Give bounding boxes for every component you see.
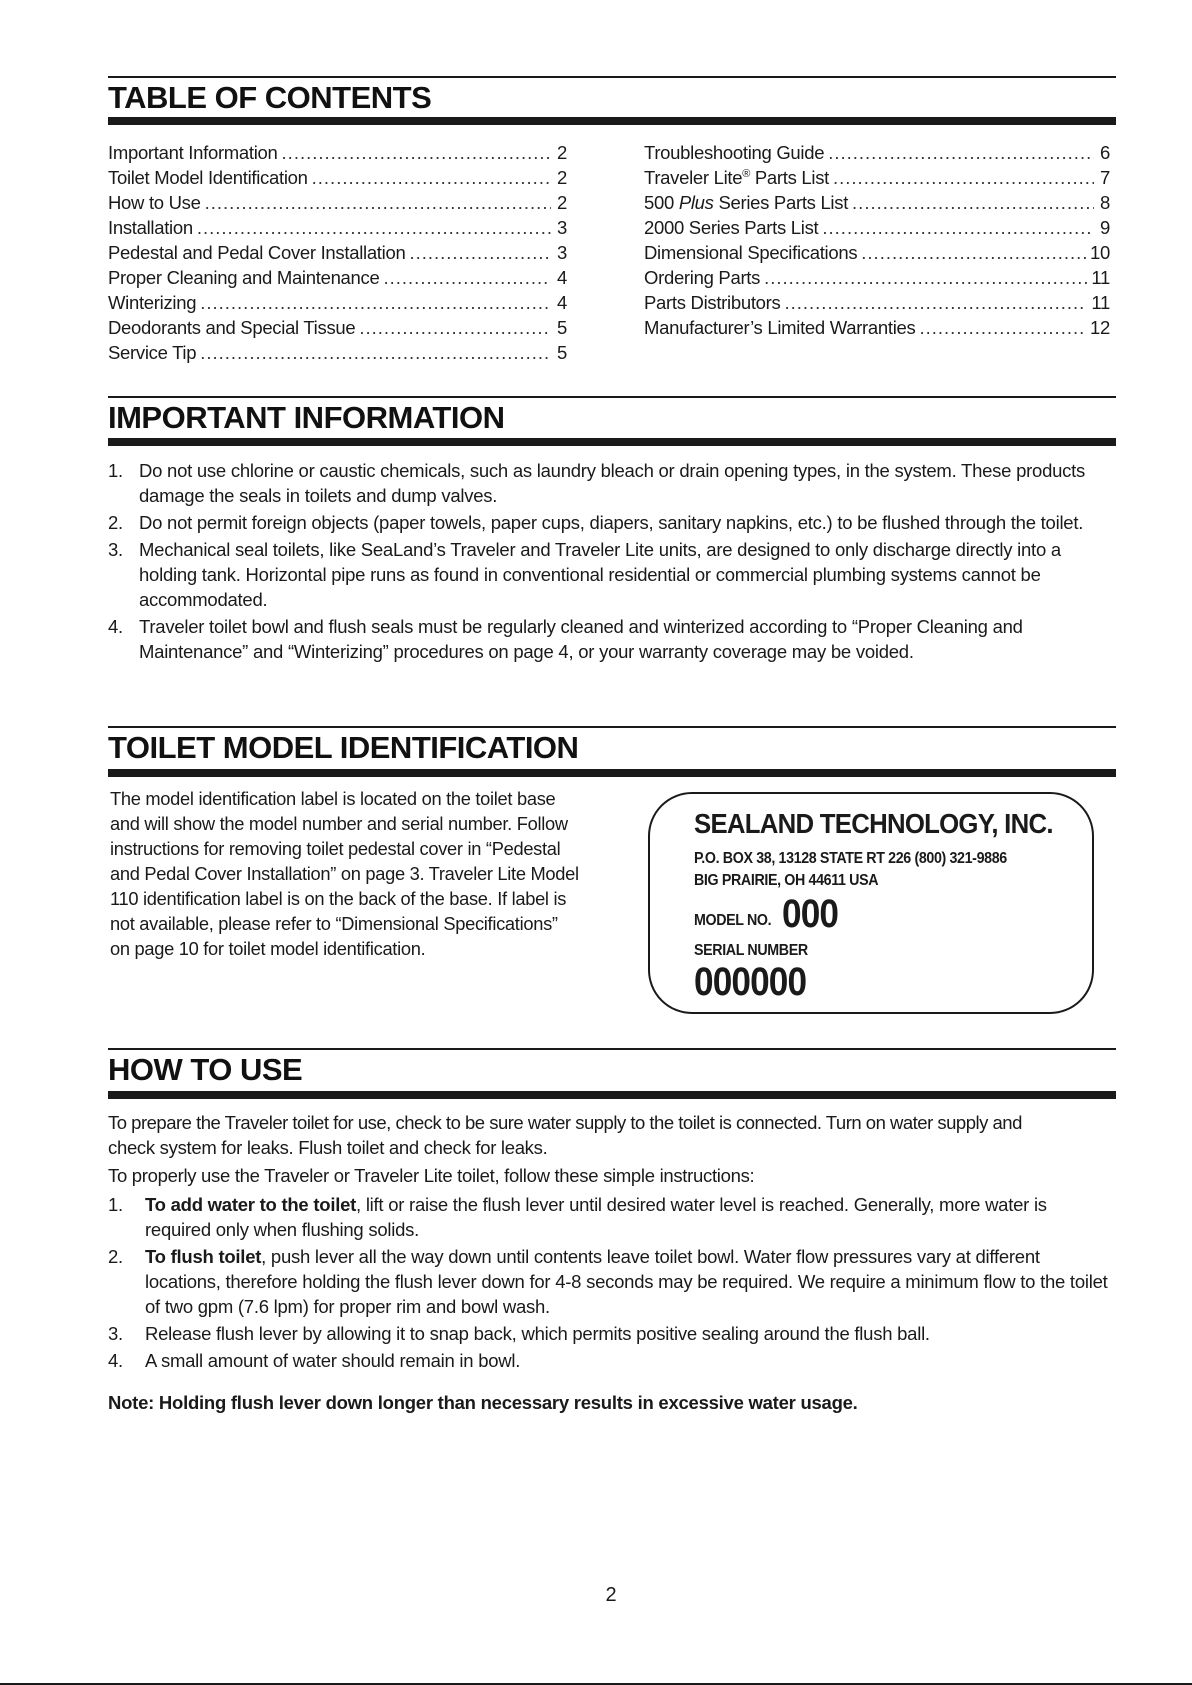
- toc-entry[interactable]: Proper Cleaning and Maintenance ..... 4: [108, 265, 567, 290]
- important-top-rule: [108, 396, 1116, 398]
- list-item: 4. A small amount of water should remain in bowl.: [108, 1350, 521, 1371]
- model-heading-rule: [108, 769, 1116, 777]
- toc-entry[interactable]: Parts Distributors ..... 11: [644, 290, 1110, 315]
- toc-entry[interactable]: Troubleshooting Guide ..... 6: [644, 140, 1110, 165]
- usage-note: Note: Holding flush lever down longer than necessary results in excessive water usage.: [108, 1392, 858, 1413]
- model-top-rule: [108, 726, 1116, 728]
- toc-entry[interactable]: Deodorants and Special Tissue ..... 5: [108, 315, 567, 340]
- label-address-line: BIG PRAIRIE, OH 44611 USA: [694, 872, 879, 889]
- model-description: The model identification label is located on the toilet base and will show the model number and serial number. Follow instructions for removing toilet pedestal cover in “Pedestal and Pedal Cover Installation” on page 3. Traveler Lite Model 110 identification label is on the back of the base. If label is not available, please refer to “Dimensional Specifications” on page 10 for toilet model identification.: [110, 788, 579, 959]
- toc-entry[interactable]: 2000 Series Parts List ..... 9: [644, 215, 1110, 240]
- list-item: 3. Mechanical seal toilets, like SeaLand’s Traveler and Traveler Lite units, are designed to only discharge directly into a holding tank. Horizontal pipe runs as found in conventional residential or commercial plumbing systems cannot be accommodated.: [108, 539, 1061, 610]
- toc-entry[interactable]: Important Information ..... 2: [108, 140, 567, 165]
- list-item: 4. Traveler toilet bowl and flush seals must be regularly cleaned and winterized according to “Proper Cleaning and Maintenance” and “Winterizing” procedures on page 4, or your warranty coverage may be voided.: [108, 616, 1023, 662]
- label-serial-value: 000000: [694, 960, 807, 1004]
- important-heading: IMPORTANT INFORMATION: [108, 400, 505, 435]
- toc-entry[interactable]: Traveler Lite® Parts List ..... 7: [644, 165, 1110, 190]
- toc-heading: TABLE OF CONTENTS: [108, 80, 432, 115]
- toc-right-column: [644, 140, 1110, 340]
- toc-heading-rule: [108, 117, 1116, 125]
- toc-entry[interactable]: Ordering Parts ..... 11: [644, 265, 1110, 290]
- label-model-caption: MODEL NO.: [694, 912, 772, 929]
- page-number: 2: [605, 1584, 617, 1606]
- label-company-name: SEALAND TECHNOLOGY, INC.: [694, 808, 1053, 839]
- list-item: 1. Do not use chlorine or caustic chemicals, such as laundry bleach or drain opening types, in the system. These products damage the seals in toilets and dump valves.: [108, 460, 1086, 506]
- toc-entry[interactable]: Winterizing ..... 4: [108, 290, 567, 315]
- how-to-use-intro: To prepare the Traveler toilet for use, check to be sure water supply to the toilet is connected. Turn on water supply and check system for leaks. Flush toilet and check for leaks. To properly use the Traveler or Traveler Lite toilet, follow these simple instructions:: [108, 1112, 1022, 1186]
- toc-entry[interactable]: Manufacturer’s Limited Warranties ..... 12: [644, 315, 1110, 340]
- how-to-use-heading-rule: [108, 1091, 1116, 1099]
- how-to-use-heading: HOW TO USE: [108, 1052, 303, 1087]
- list-item: 2. Do not permit foreign objects (paper towels, paper cups, diapers, sanitary napkins, etc.) to be flushed through the toilet.: [108, 512, 1084, 533]
- registered-mark: ®: [742, 167, 751, 180]
- how-to-use-steps: [108, 1192, 1116, 1375]
- list-item: 2. To flush toilet, push lever all the way down until contents leave toilet bowl. Water flow pressures vary at different locations, therefore holding the flush lever down for 4-8 seconds may be required. We require a minimum flow to the toilet of two gpm (7.6 lpm) for proper rim and bowl wash.: [108, 1246, 1108, 1317]
- how-to-use-top-rule: [108, 1048, 1116, 1050]
- list-item: 1. To add water to the toilet, lift or raise the flush lever until desired water level is reached. Generally, more water is required only when flushing solids.: [108, 1194, 1047, 1240]
- how-to-use-section: [108, 1048, 1116, 1428]
- label-model-value: 000: [782, 892, 839, 936]
- model-identification-section: [108, 726, 1116, 1026]
- toc-section: [108, 76, 1116, 376]
- important-list: [108, 458, 1116, 666]
- toc-entry[interactable]: Service Tip ..... 5: [108, 340, 567, 365]
- toc-left-column: [108, 140, 567, 365]
- toc-top-rule: [108, 76, 1116, 78]
- important-information-section: [108, 396, 1116, 696]
- list-item: 3. Release flush lever by allowing it to snap back, which permits positive sealing around the flush ball.: [108, 1323, 930, 1344]
- toc-entry[interactable]: 500 Plus Series Parts List ..... 8: [644, 190, 1110, 215]
- label-serial-caption: SERIAL NUMBER: [694, 942, 808, 959]
- important-heading-rule: [108, 438, 1116, 446]
- model-heading: TOILET MODEL IDENTIFICATION: [108, 730, 579, 765]
- toc-entry[interactable]: Dimensional Specifications ..... 10: [644, 240, 1110, 265]
- label-address-line: P.O. BOX 38, 13128 STATE RT 226 (800) 321-9886: [694, 850, 1007, 867]
- model-identification-label: [648, 792, 1094, 1014]
- toc-entry[interactable]: Pedestal and Pedal Cover Installation ..... 3: [108, 240, 567, 265]
- toc-entry[interactable]: Toilet Model Identification ..... 2: [108, 165, 567, 190]
- toc-entry[interactable]: Installation ..... 3: [108, 215, 567, 240]
- toc-entry[interactable]: How to Use ..... 2: [108, 190, 567, 215]
